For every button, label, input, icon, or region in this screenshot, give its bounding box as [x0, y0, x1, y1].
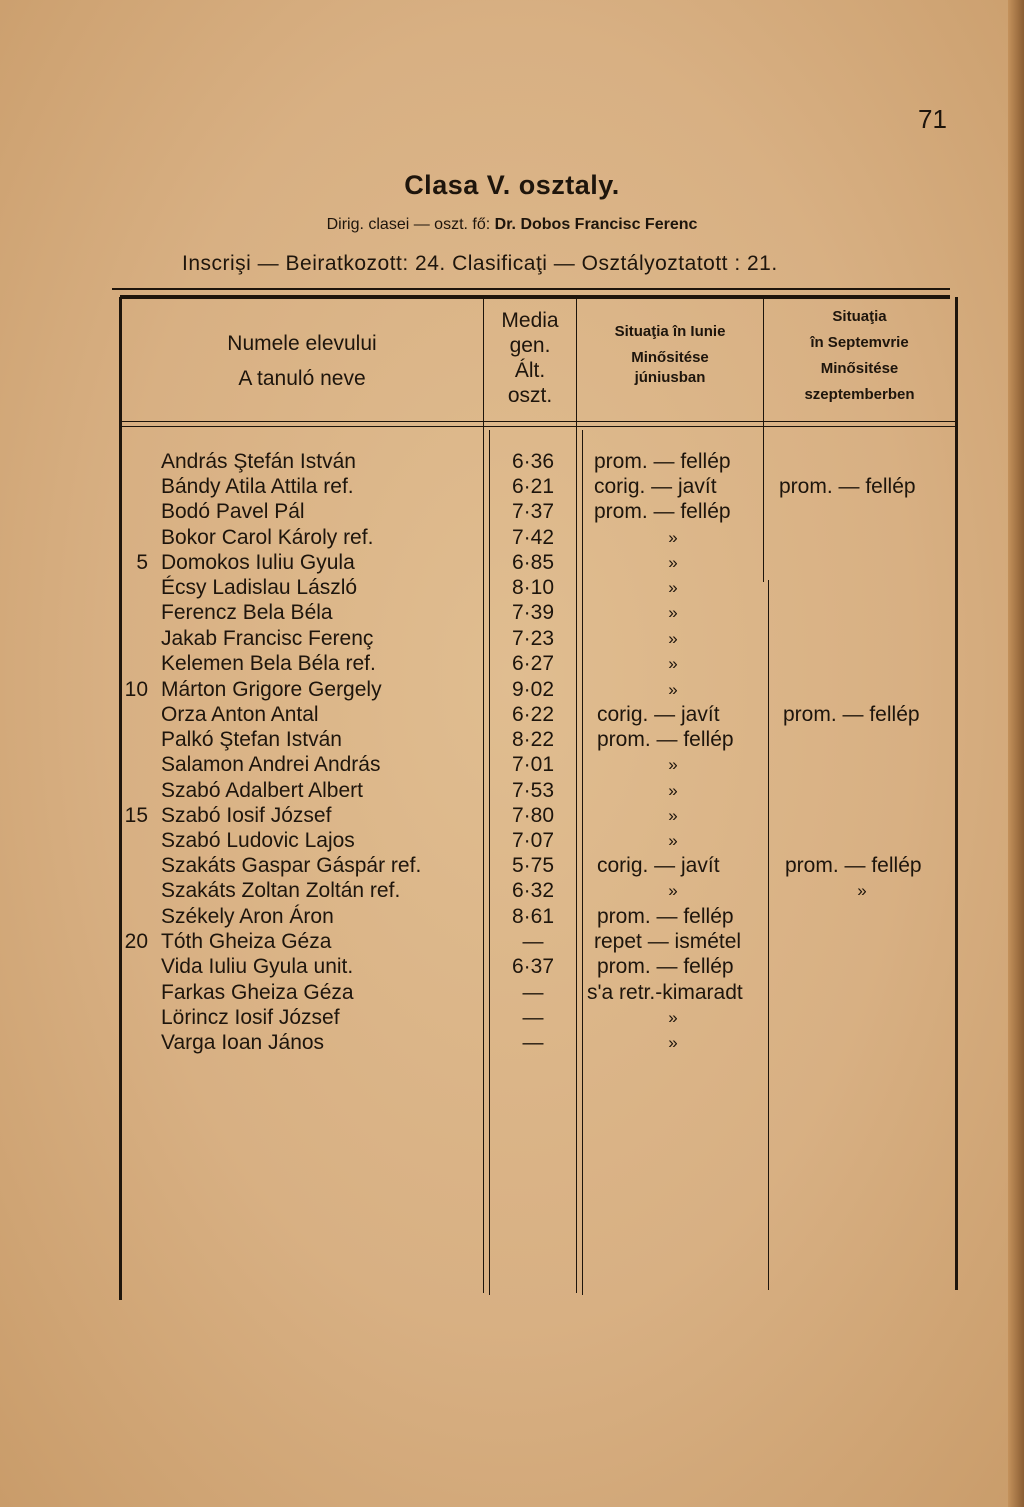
september-status: prom. — fellép: [783, 703, 920, 726]
row-number-10: 10: [124, 678, 148, 701]
student-average: 7·07: [511, 829, 555, 852]
table-right-border: [955, 297, 958, 1290]
student-average: 7·80: [511, 804, 555, 827]
student-average: 6·21: [511, 475, 555, 498]
student-average: 6·27: [511, 652, 555, 675]
table-left-border: [119, 297, 122, 1300]
header-bottom-rule-2: [120, 426, 956, 427]
student-average: 5·75: [511, 854, 555, 877]
student-name: Bokor Carol Károly ref.: [161, 526, 374, 549]
june-status: s'a retr.-kimaradt: [587, 981, 743, 1004]
student-average: 7·53: [511, 779, 555, 802]
june-status: »: [668, 781, 678, 800]
june-status: »: [668, 578, 678, 597]
header-name-ro: Numele elevului: [227, 332, 377, 355]
june-status: prom. — fellép: [594, 500, 731, 523]
student-average: 8·10: [511, 576, 555, 599]
header-average-hu-1: Ált.: [514, 359, 546, 382]
header-average-ro-1: Media: [501, 309, 559, 332]
june-status: »: [668, 680, 678, 699]
student-name: Salamon Andrei András: [161, 753, 381, 776]
student-average: —: [522, 930, 544, 953]
student-average: 7·37: [511, 500, 555, 523]
header-sept-ro-2: în Septemvrie: [810, 334, 909, 351]
june-status: »: [668, 1033, 678, 1052]
header-june-hu-1: Minősitése: [631, 349, 709, 366]
june-status: »: [668, 553, 678, 572]
june-status: »: [668, 654, 678, 673]
header-average-hu-2: oszt.: [507, 384, 553, 407]
class-director-line: [0, 216, 1024, 234]
june-status: »: [668, 1008, 678, 1027]
student-name: Márton Grigore Gergely: [161, 678, 382, 701]
student-name: Ferencz Bela Béla: [161, 601, 333, 624]
student-average: 6·22: [511, 703, 555, 726]
director-prefix: Dirig. clasei — oszt. fő:: [326, 216, 491, 233]
header-bottom-rule: [120, 421, 956, 422]
header-june: [577, 320, 763, 388]
header-average: [484, 308, 576, 408]
june-status: »: [668, 528, 678, 547]
student-average: 6·37: [511, 955, 555, 978]
june-status: »: [668, 881, 678, 900]
enrollment-line: Inscrişi — Beiratkozott: 24. Clasificaţi — Osztályoztatott : 21.: [182, 252, 778, 275]
student-name: Szabó Adalbert Albert: [161, 779, 363, 802]
header-june-hu-2: júniusban: [634, 369, 706, 386]
page-title: Clasa V. osztaly.: [404, 170, 620, 200]
september-status: prom. — fellép: [785, 854, 922, 877]
student-name: Jakab Francisc Ferenç: [161, 627, 374, 650]
june-status: corig. — javít: [594, 475, 717, 498]
header-average-ro-2: gen.: [509, 334, 551, 357]
student-average: 7·42: [511, 526, 555, 549]
june-status: prom. — fellép: [597, 728, 734, 751]
student-name: Bándy Atila Attila ref.: [161, 475, 354, 498]
june-status: corig. — javít: [597, 703, 720, 726]
june-status: »: [668, 629, 678, 648]
header-september: [764, 304, 955, 408]
header-sept-hu-2: szeptemberben: [804, 386, 915, 403]
student-name: András Ştefán István: [161, 450, 356, 473]
page-number: 71: [918, 104, 947, 134]
header-student-name: [122, 326, 482, 396]
header-name-hu: A tanuló neve: [238, 367, 366, 390]
student-average: 6·85: [511, 551, 555, 574]
september-status: »: [857, 881, 867, 900]
student-name: Orza Anton Antal: [161, 703, 319, 726]
student-name: Szabó Ludovic Lajos: [161, 829, 355, 852]
student-average: —: [522, 981, 544, 1004]
table-top-rule: [112, 288, 950, 290]
director-name: Dr. Dobos Francisc Ferenc: [494, 216, 698, 233]
june-status: corig. — javít: [597, 854, 720, 877]
row-number-20: 20: [124, 930, 148, 953]
student-name: Bodó Pavel Pál: [161, 500, 305, 523]
table-top-rule-thick: [120, 295, 950, 299]
student-name: Écsy Ladislau László: [161, 576, 358, 599]
student-name: Szakáts Gaspar Gáspár ref.: [161, 854, 422, 877]
student-name: Lörincz Iosif József: [161, 1006, 340, 1029]
student-name: Székely Aron Áron: [161, 905, 334, 928]
june-status: »: [668, 831, 678, 850]
column-divider-3b: [768, 580, 769, 1290]
june-status: »: [668, 806, 678, 825]
row-number-5: 5: [136, 551, 148, 574]
june-status: »: [668, 603, 678, 622]
student-name: Szabó Iosif József: [161, 804, 332, 827]
student-average: 6·32: [511, 879, 555, 902]
june-status: prom. — fellép: [597, 905, 734, 928]
student-name: Farkas Gheiza Géza: [161, 981, 354, 1004]
june-status: prom. — fellép: [597, 955, 734, 978]
june-status: »: [668, 755, 678, 774]
june-status: repet — ismétel: [594, 930, 742, 953]
row-number-15: 15: [124, 804, 148, 827]
student-average: 8·22: [511, 728, 555, 751]
student-name: Szakáts Zoltan Zoltán ref.: [161, 879, 401, 902]
student-average: 8·61: [511, 905, 555, 928]
header-june-ro: Situaţia în Iunie: [614, 323, 726, 340]
student-average: 7·23: [511, 627, 555, 650]
student-average: 6·36: [511, 450, 555, 473]
june-status: prom. — fellép: [594, 450, 731, 473]
september-status: prom. — fellép: [779, 475, 916, 498]
header-sept-hu-1: Minősitése: [820, 360, 899, 377]
column-divider-2: [576, 297, 577, 1293]
student-average: 7·39: [511, 601, 555, 624]
student-name: Palkó Ştefan István: [161, 728, 342, 751]
header-sept-ro-1: Situaţia: [832, 308, 887, 325]
student-name: Varga Ioan János: [161, 1031, 325, 1054]
student-average: 7·01: [511, 753, 555, 776]
column-divider-1: [483, 297, 484, 1293]
student-name: Vida Iuliu Gyula unit.: [161, 955, 354, 978]
student-average: —: [522, 1031, 544, 1054]
student-name: Kelemen Bela Béla ref.: [161, 652, 376, 675]
student-name: Tóth Gheiza Géza: [161, 930, 332, 953]
student-average: 9·02: [511, 678, 555, 701]
student-name: Domokos Iuliu Gyula: [161, 551, 355, 574]
student-average: —: [522, 1006, 544, 1029]
